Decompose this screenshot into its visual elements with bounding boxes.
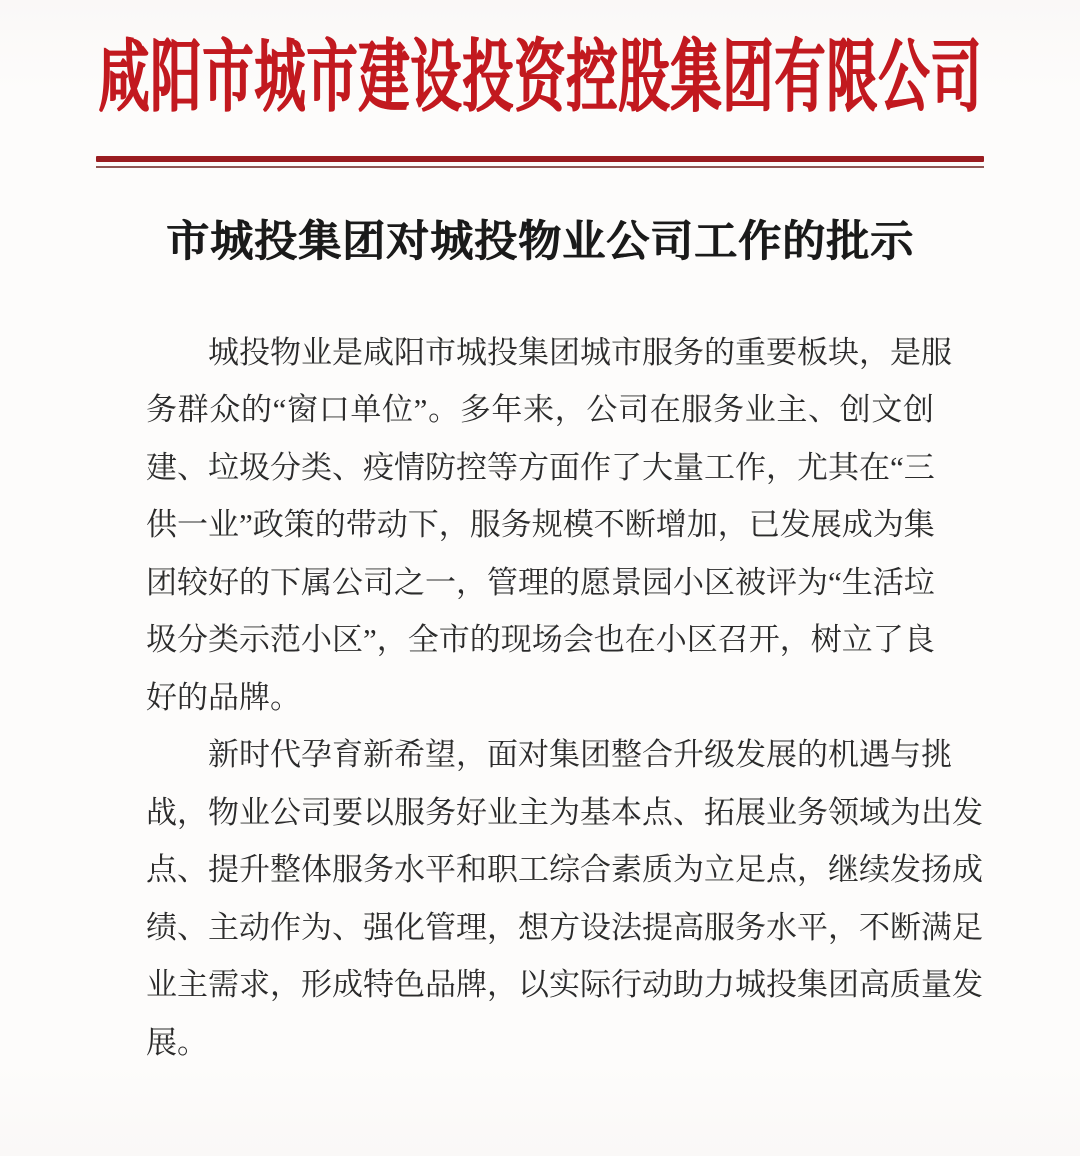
text-line: 展。: [146, 1024, 208, 1060]
divider-thick-line: [96, 156, 984, 162]
text-line: 务群众的“窗口单位”。多年来，公司在服务业主、创文创: [146, 392, 934, 428]
text-line: 城投物业是咸阳市城投集团城市服务的重要板块，是服: [208, 334, 952, 370]
text-line: 团较好的下属公司之一，管理的愿景园小区被评为“生活垃: [146, 564, 935, 600]
text-line: 供一业”政策的带动下，服务规模不断增加，已发展成为集: [146, 507, 935, 543]
divider-thin-line: [96, 166, 984, 168]
paragraph-2: [146, 726, 983, 1071]
document-title: 市城投集团对城投物业公司工作的批示: [166, 219, 914, 267]
letterhead: [75, 36, 1005, 123]
paragraph-1: [146, 324, 952, 727]
document-body: [146, 324, 983, 1072]
letterhead-company-name: 咸阳市城市建设投资控股集团有限公司: [97, 36, 982, 123]
text-line: 建、垃圾分类、疫情防控等方面作了大量工作，尤其在“三: [146, 449, 935, 485]
letterhead-divider: [96, 156, 984, 168]
text-line: 好的品牌。: [146, 679, 301, 715]
text-line: 圾分类示范小区”，全市的现场会也在小区召开，树立了良: [146, 622, 935, 658]
text-line: 新时代孕育新希望，面对集团整合升级发展的机遇与挑: [208, 737, 952, 773]
text-line: 点、提升整体服务水平和职工综合素质为立足点，继续发扬成: [146, 852, 983, 888]
text-line: 绩、主动作为、强化管理，想方设法提高服务水平，不断满足: [146, 909, 983, 945]
text-line: 战，物业公司要以服务好业主为基本点、拓展业务领域为出发: [146, 794, 983, 830]
text-line: 业主需求，形成特色品牌，以实际行动助力城投集团高质量发: [146, 967, 983, 1003]
